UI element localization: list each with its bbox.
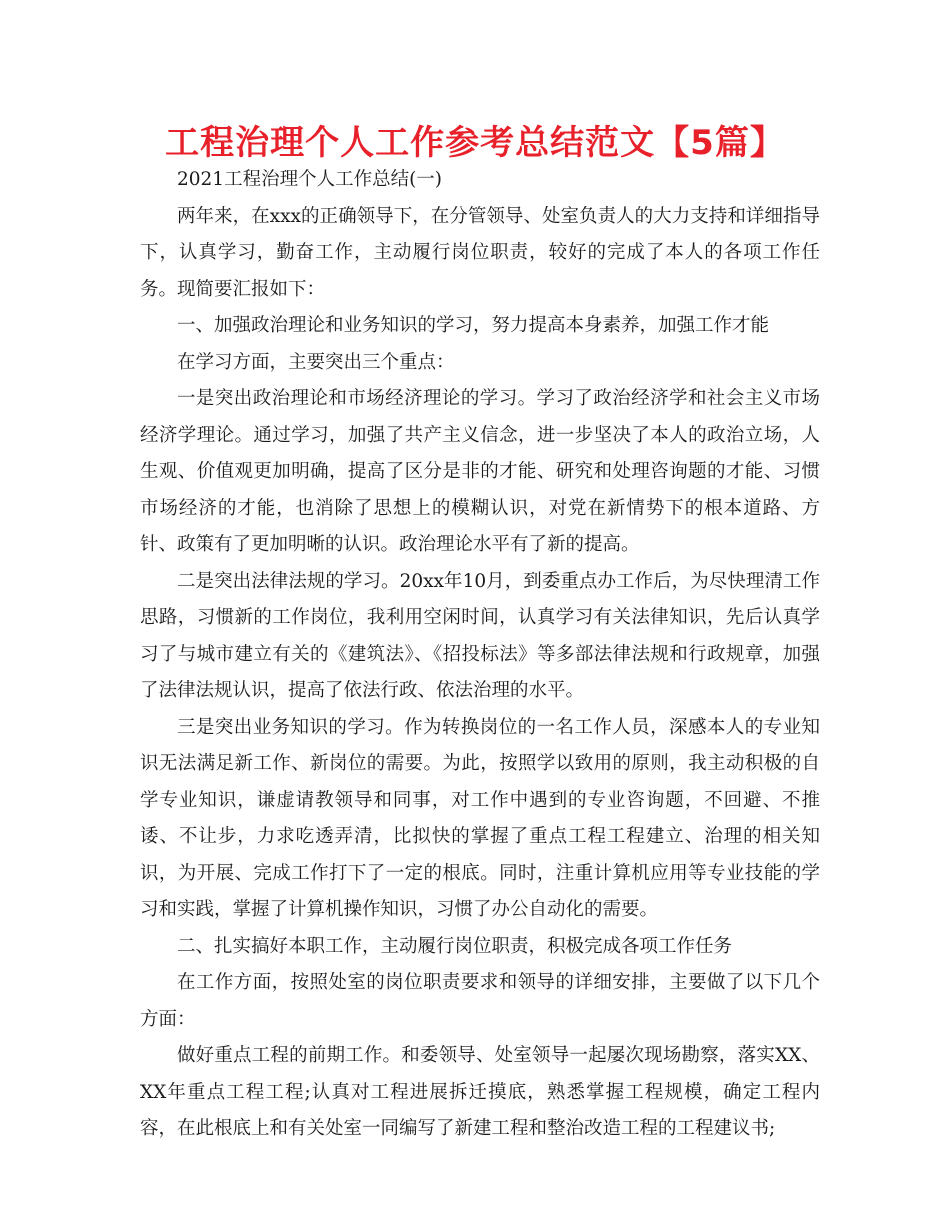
document-body — [140, 162, 820, 1148]
paragraph: 两年来，在xxx的正确领导下，在分管领导、处室负责人的大力支持和详细指导下，认真学习，勤奋工作，主动履行岗位职责，较好的完成了本人的各项工作任务。现简要汇报如下： — [140, 205, 820, 300]
paragraph: 三是突出业务知识的学习。作为转换岗位的一名工作人员，深感本人的专业知识无法满足新工作、新岗位的需要。为此，按照学以致用的原则，我主动积极的自学专业知识，谦虚请教领导和同事，对工作中遇到的专业咨询题，不回避、不推诿、不让步，力求吃透弄清，比拟快的掌握了重点工程工程建立、治理的相关知识，为开展、完成工作打下了一定的根底。同时，注重计算机应用等专业技能的学习和实践，掌握了计算机操作知识，习惯了办公自动化的需要。 — [140, 716, 820, 920]
section-heading: 二、扎实搞好本职工作，主动履行岗位职责，积极完成各项工作任务 — [177, 935, 733, 957]
paragraph: 在工作方面，按照处室的岗位职责要求和领导的详细安排，主要做了以下几个方面： — [140, 972, 820, 1030]
section-heading: 一、加强政治理论和业务知识的学习，努力提高本身素养，加强工作才能 — [177, 315, 770, 336]
section-heading: 2021工程治理个人工作总结(一) — [177, 169, 443, 190]
paragraph: 二是突出法律法规的学习。20xx年10月，到委重点办工作后，为尽快理清工作思路，习惯新的工作岗位，我利用空闲时间，认真学习有关法律知识，先后认真学习了与城市建立有关的《建筑法》、《招投标法》等多部法律法规和行政规章，加强了法律法规认识，提高了依法行政、依法治理的水平。 — [140, 570, 820, 701]
paragraph: 在学习方面，主要突出三个重点： — [177, 351, 455, 373]
paragraph: 做好重点工程的前期工作。和委领导、处室领导一起屡次现场勘察，落实XX、XX年重点工程工程;认真对工程进展拆迁摸底，熟悉掌握工程规模，确定工程内容，在此根底上和有关处室一同编写了新建工程和整治改造工程的工程建议书; — [140, 1045, 820, 1139]
document-title: 工程治理个人工作参考总结范文【5篇】 — [165, 123, 785, 163]
paragraph: 一是突出政治理论和市场经济理论的学习。学习了政治经济学和社会主义市场经济学理论。通过学习，加强了共产主义信念，进一步坚决了本人的政治立场，人生观、价值观更加明确，提高了区分是非的才能、研究和处理咨询题的才能、习惯市场经济的才能，也消除了思想上的模糊认识，对党在新情势下的根本道路、方针、政策有了更加明晰的认识。政治理论水平有了新的提高。 — [140, 388, 820, 555]
